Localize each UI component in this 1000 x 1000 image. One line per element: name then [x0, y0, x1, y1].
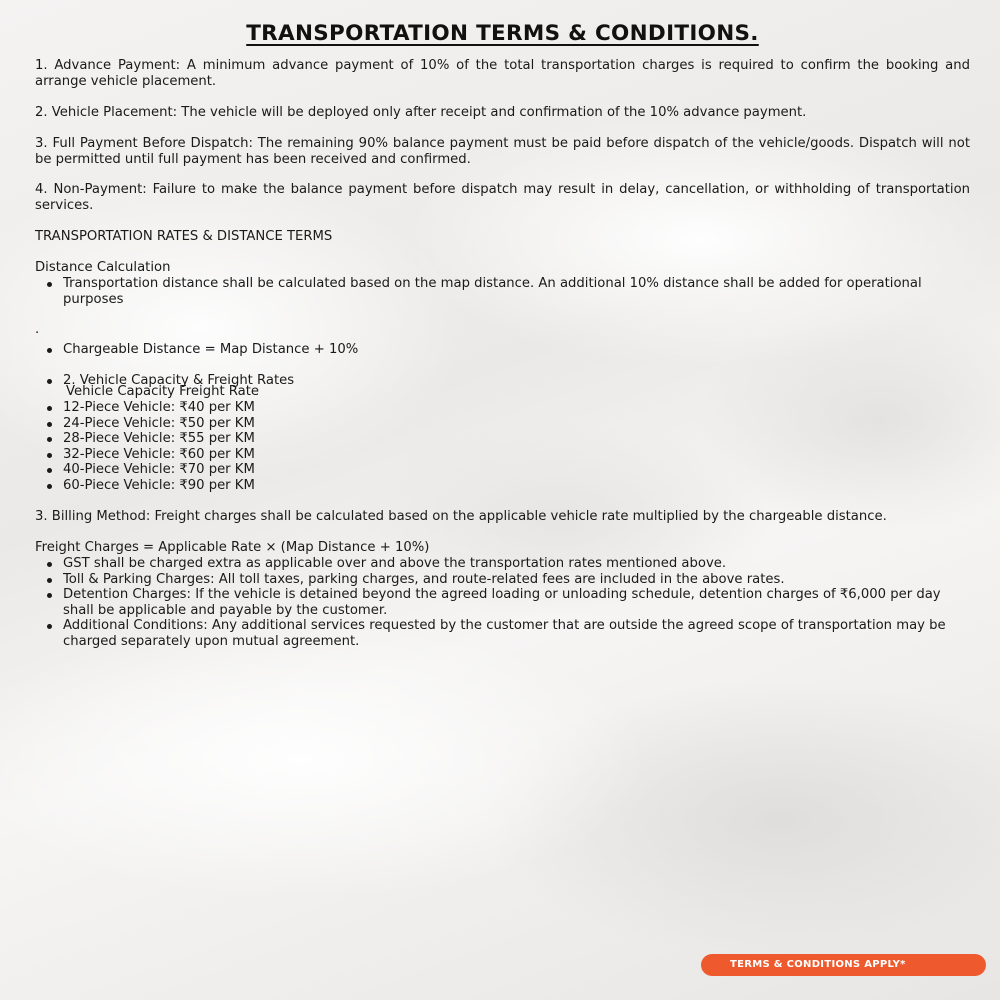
- rate-item: 60-Piece Vehicle: ₹90 per KM: [63, 478, 970, 494]
- term-vehicle-placement: 2. Vehicle Placement: The vehicle will be deployed only after receipt and confirmation of the 10% advance payment.: [35, 105, 807, 120]
- rate-item: 12-Piece Vehicle: ₹40 per KM: [63, 400, 970, 416]
- rate-item: 24-Piece Vehicle: ₹50 per KM: [63, 416, 970, 432]
- distance-list-2: [35, 342, 970, 358]
- list-item: Toll & Parking Charges: All toll taxes, parking charges, and route-related fees are included in the above rates.: [63, 572, 970, 588]
- terms-apply-badge[interactable]: TERMS & CONDITIONS APPLY*: [701, 954, 986, 976]
- document-page: [35, 20, 970, 649]
- list-item: 2. Vehicle Capacity & Freight Rates: [63, 373, 970, 389]
- rates-heading: TRANSPORTATION RATES & DISTANCE TERMS: [35, 229, 333, 244]
- billing-formula: Freight Charges = Applicable Rate × (Map Distance + 10%): [35, 540, 430, 555]
- rate-item: 32-Piece Vehicle: ₹60 per KM: [63, 447, 970, 463]
- list-item: Transportation distance shall be calculated based on the map distance. An additional 10% distance shall be added for operational purposes: [63, 276, 970, 307]
- capacity-table-header: Vehicle Capacity Freight Rate: [66, 384, 260, 399]
- rate-list: [35, 400, 970, 493]
- page-title: TRANSPORTATION TERMS & CONDITIONS.: [246, 21, 759, 46]
- stray-dot: .: [35, 322, 40, 337]
- rate-item: 40-Piece Vehicle: ₹70 per KM: [63, 462, 970, 478]
- list-item: Detention Charges: If the vehicle is detained beyond the agreed loading or unloading schedule, detention charges of ₹6,000 per day shall be applicable and payable by the customer.: [63, 587, 970, 618]
- rate-item: 28-Piece Vehicle: ₹55 per KM: [63, 431, 970, 447]
- list-item: GST shall be charged extra as applicable over and above the transportation rates mentioned above.: [63, 556, 970, 572]
- distance-list: [35, 276, 970, 307]
- billing-list: [35, 556, 970, 649]
- list-item: Additional Conditions: Any additional services requested by the customer that are outside the agreed scope of transportation may be charged separately upon mutual agreement.: [63, 618, 970, 649]
- term-non-payment: 4. Non-Payment: Failure to make the balance payment before dispatch may result in delay, cancellation, or withholding of transportation services.: [35, 182, 970, 213]
- list-item: Chargeable Distance = Map Distance + 10%: [63, 342, 970, 358]
- distance-heading: Distance Calculation: [35, 260, 171, 275]
- term-advance-payment: 1. Advance Payment: A minimum advance payment of 10% of the total transportation charges is required to confirm the booking and arrange vehicle placement.: [35, 58, 970, 89]
- term-full-payment: 3. Full Payment Before Dispatch: The remaining 90% balance payment must be paid before dispatch of the vehicle/goods. Dispatch will not be permitted until full payment has been received and confirmed.: [35, 136, 970, 167]
- billing-method: 3. Billing Method: Freight charges shall be calculated based on the applicable vehicle rate multiplied by the chargeable distance.: [35, 509, 887, 524]
